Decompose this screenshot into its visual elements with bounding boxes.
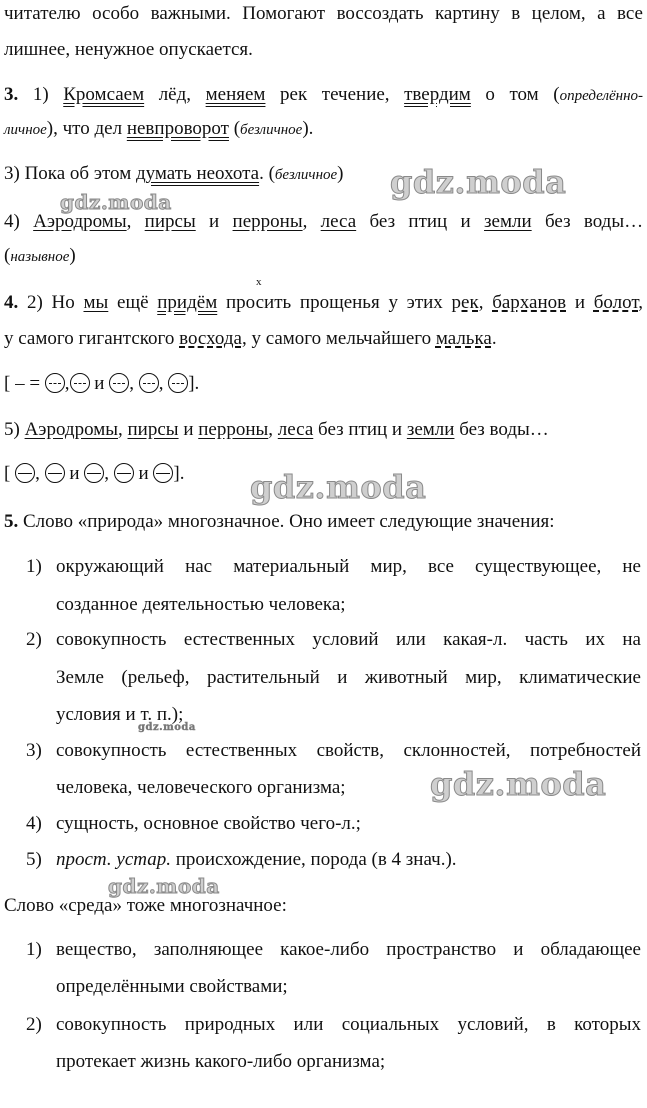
scheme-bracket: [ bbox=[4, 463, 11, 484]
circle-line-icon bbox=[114, 463, 134, 483]
section-4-line-2 bbox=[4, 327, 643, 351]
section-5-intro-2: Слово «среда» тоже многозначное: bbox=[4, 895, 287, 916]
complement: восхода bbox=[179, 328, 242, 349]
list-number: 1) bbox=[26, 939, 42, 960]
subject: леса bbox=[277, 419, 314, 440]
list-number: 2) bbox=[26, 1014, 42, 1035]
list-number: 1) bbox=[26, 556, 42, 577]
section-3-line-2 bbox=[4, 117, 643, 142]
complement: барханов bbox=[492, 292, 567, 313]
list-item bbox=[26, 739, 641, 763]
section-number: 4. bbox=[4, 292, 19, 313]
text: о том ( bbox=[485, 84, 560, 105]
text: у самого гигантского bbox=[4, 328, 175, 349]
text: лёд, bbox=[158, 84, 192, 105]
list-number: 2) bbox=[26, 629, 42, 650]
circle-line-icon bbox=[84, 463, 104, 483]
section-4-line-1 bbox=[4, 291, 643, 315]
text: 3) Пока об этом bbox=[4, 163, 132, 184]
comma: , bbox=[638, 292, 644, 313]
paragraph-line: лишнее, ненужное опускается. bbox=[4, 39, 253, 60]
comma: , bbox=[478, 292, 484, 313]
list-line: совокупность естественных свойств, склонностей, потребностей bbox=[56, 740, 641, 761]
text: 5) bbox=[4, 419, 20, 440]
watermark: gdz.moda bbox=[250, 468, 427, 506]
text: и bbox=[183, 419, 194, 440]
text: без птиц и bbox=[318, 419, 403, 440]
list-item-cont bbox=[26, 1050, 641, 1074]
circle-dashed-icon bbox=[70, 373, 90, 393]
text: без воды… bbox=[544, 211, 644, 232]
subject: пирсы bbox=[127, 419, 179, 440]
text: и bbox=[94, 373, 105, 394]
watermark: gdz.moda bbox=[138, 722, 196, 733]
scheme-bracket: ]. bbox=[173, 463, 185, 484]
list-line: совокупность естественных условий или какая-л. часть их на bbox=[56, 629, 641, 650]
list-item bbox=[26, 628, 641, 652]
text: . bbox=[491, 328, 497, 349]
text: ), что дел bbox=[46, 118, 123, 139]
list-line: протекает жизнь какого-либо организма; bbox=[56, 1051, 386, 1072]
predicate: невпроворот bbox=[126, 118, 229, 139]
complement: малька bbox=[435, 328, 492, 349]
note: безличное bbox=[274, 167, 338, 183]
list-item-cont bbox=[26, 666, 641, 690]
list-number: 5) bbox=[26, 849, 42, 870]
circle-line-icon bbox=[153, 463, 173, 483]
list-line: Земле (рельеф, растительный и животный мир, климатические bbox=[56, 667, 641, 688]
text: без воды… bbox=[459, 419, 549, 440]
text: просить прощенья у этих bbox=[225, 292, 443, 313]
section-number: 5. bbox=[4, 511, 19, 532]
subject: пирсы bbox=[144, 211, 196, 232]
subject: леса bbox=[320, 211, 357, 232]
list-line: человека, человеческого организма; bbox=[56, 777, 346, 798]
text: ( bbox=[4, 245, 11, 266]
list-number: 4) bbox=[26, 813, 42, 834]
watermark: gdz.moda bbox=[108, 874, 220, 898]
text: . ( bbox=[259, 163, 275, 184]
list-line bbox=[56, 848, 641, 872]
text: ). bbox=[302, 118, 314, 139]
circle-dashed-icon bbox=[45, 373, 65, 393]
text: и bbox=[574, 292, 586, 313]
text: ) bbox=[69, 245, 76, 266]
list-item bbox=[26, 812, 641, 836]
section-4-item-5: 5) Аэродромы, пирсы и перроны, леса без птиц и земли без воды… bbox=[4, 419, 549, 440]
watermark: gdz.moda bbox=[390, 163, 567, 201]
note: определённо- bbox=[559, 88, 644, 104]
scheme-2: [ , и , и ]. bbox=[4, 463, 185, 484]
list-item bbox=[26, 848, 641, 872]
subject: Аэродромы bbox=[24, 419, 119, 440]
list-item bbox=[26, 1013, 641, 1037]
subject: перроны bbox=[232, 211, 303, 232]
usage-note: прост. устар. bbox=[56, 849, 171, 870]
list-item bbox=[26, 555, 641, 579]
subject: земли bbox=[484, 211, 532, 232]
text: ) bbox=[337, 163, 344, 184]
text: ещё bbox=[117, 292, 149, 313]
scheme-bracket: [ – = bbox=[4, 373, 41, 394]
list-line: условия и т. п.); bbox=[56, 704, 184, 725]
text: и bbox=[69, 463, 80, 484]
scheme-bracket: ]. bbox=[188, 373, 200, 394]
x-mark: х bbox=[256, 276, 262, 288]
predicate: меняем bbox=[205, 84, 266, 105]
subject: земли bbox=[406, 419, 455, 440]
section-3-line-1 bbox=[4, 83, 643, 108]
predicate: твердим bbox=[404, 84, 471, 105]
text: рек течение, bbox=[280, 84, 390, 105]
list-item-cont bbox=[26, 593, 641, 617]
circle-line-icon bbox=[15, 463, 35, 483]
text: и bbox=[209, 211, 220, 232]
predicate: Кромсаем bbox=[63, 84, 145, 105]
watermark: gdz.moda bbox=[60, 190, 172, 214]
predicate: придём bbox=[157, 292, 218, 313]
text: Слово «природа» многозначное. Оно имеет следующие значения: bbox=[23, 511, 555, 532]
note: личное bbox=[4, 122, 47, 138]
list-line: сущность, основное свойство чего-л.; bbox=[56, 813, 361, 834]
text: , у самого мельчайшего bbox=[241, 328, 432, 349]
comma: , bbox=[302, 211, 308, 232]
list-number: 3) bbox=[26, 740, 42, 761]
list-item-cont bbox=[26, 703, 641, 727]
text: ( bbox=[233, 118, 241, 139]
subject: Аэродромы bbox=[33, 211, 127, 232]
note: безличное bbox=[240, 122, 303, 138]
paragraph-line: читателю особо важными. Помогают воссоздать картину в целом, а все bbox=[4, 3, 643, 24]
list-line: вещество, заполняющее какое-либо пространство и обладающее bbox=[56, 939, 641, 960]
section-number: 3. bbox=[4, 84, 19, 105]
circle-dashed-icon bbox=[168, 373, 188, 393]
list-line: созданное деятельностью человека; bbox=[56, 594, 346, 615]
subject: мы bbox=[83, 292, 109, 313]
text: 4) bbox=[4, 211, 20, 232]
complement: болот bbox=[593, 292, 639, 313]
circle-dashed-icon bbox=[139, 373, 159, 393]
text: 2) Но bbox=[26, 292, 75, 313]
list-line: определёнными свойствами; bbox=[56, 976, 288, 997]
comma: , bbox=[126, 211, 132, 232]
section-5-intro bbox=[4, 510, 643, 534]
circle-dashed-icon bbox=[109, 373, 129, 393]
complement: рек bbox=[451, 292, 479, 313]
text: происхождение, порода (в 4 знач.). bbox=[175, 849, 457, 870]
predicate: думать неохота bbox=[135, 163, 260, 184]
circle-line-icon bbox=[45, 463, 65, 483]
note: назывное bbox=[10, 249, 70, 265]
item-number: 1) bbox=[32, 84, 49, 105]
subject: перроны bbox=[198, 419, 269, 440]
section-3-item-4-note bbox=[4, 244, 643, 269]
list-line: совокупность природных или социальных условий, в которых bbox=[56, 1014, 641, 1035]
watermark: gdz.moda bbox=[430, 765, 607, 803]
text: без птиц и bbox=[369, 211, 471, 232]
scheme-1: [ – = , и , , ]. bbox=[4, 373, 200, 394]
list-item bbox=[26, 938, 641, 962]
list-item-cont bbox=[26, 975, 641, 999]
text: и bbox=[138, 463, 149, 484]
list-line: окружающий нас материальный мир, все существующее, не bbox=[56, 556, 641, 577]
